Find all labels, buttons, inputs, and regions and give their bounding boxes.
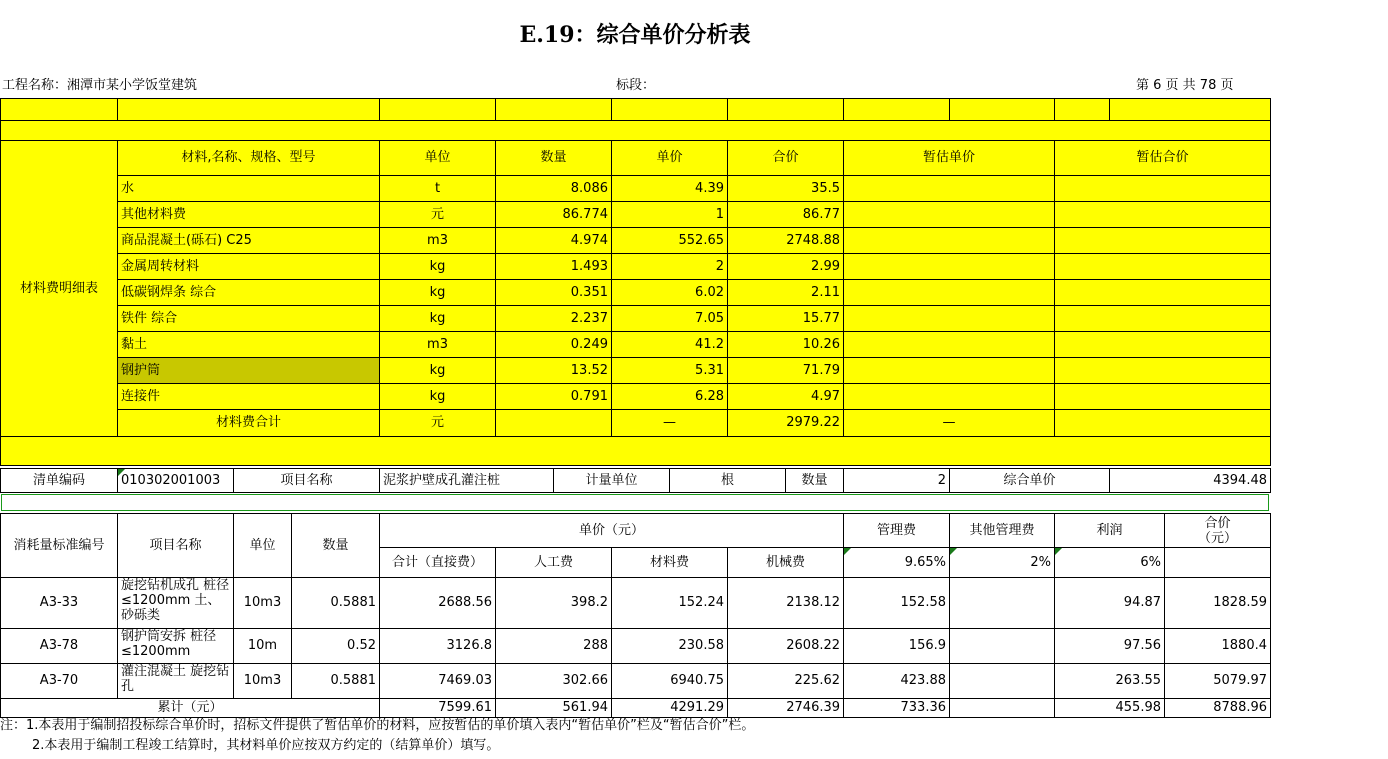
table-row	[1, 629, 1271, 664]
bill-name-label[interactable]: 项目名称	[234, 469, 380, 493]
h-machine[interactable]: 机械费	[728, 548, 844, 578]
bill-info-table	[0, 468, 1271, 493]
material-est-total[interactable]	[1055, 280, 1271, 306]
material-row	[1, 384, 1271, 410]
material-price[interactable]: 6.02	[612, 280, 728, 306]
h-direct[interactable]: 合计（直接费）	[380, 548, 496, 578]
material-name[interactable]: 金属周转材料	[118, 254, 380, 280]
h-total[interactable]: 合价 （元）	[1165, 514, 1271, 548]
blank-row[interactable]	[1, 437, 1271, 466]
material-row	[1, 202, 1271, 228]
col-header-name[interactable]: 材料,名称、规格、型号	[118, 141, 380, 176]
material-unit[interactable]: kg	[380, 254, 496, 280]
material-row	[1, 306, 1271, 332]
bill-code-label[interactable]: 清单编码	[1, 469, 118, 493]
row-mgmt[interactable]: 156.9	[844, 629, 950, 664]
sum-mgmt[interactable]: 733.36	[844, 699, 950, 718]
material-est-total[interactable]	[1055, 228, 1271, 254]
note-2: 2.本表用于编制工程竣工结算时，其材料单价应按双方约定的（结算单价）填写。	[32, 738, 500, 753]
material-total[interactable]: 86.77	[728, 202, 844, 228]
material-name[interactable]: 黏土	[118, 332, 380, 358]
material-est-total[interactable]	[1055, 358, 1271, 384]
row-direct[interactable]: 7469.03	[380, 664, 496, 699]
material-price[interactable]: 1	[612, 202, 728, 228]
bill-code[interactable]: 010302001003	[118, 469, 234, 493]
subtotal-qty[interactable]	[496, 410, 612, 437]
project-name: 工程名称：湘潭市某小学饭堂建筑	[2, 78, 198, 93]
row-name[interactable]: 灌注混凝土 旋挖钻孔	[118, 664, 234, 699]
material-price[interactable]: 4.39	[612, 176, 728, 202]
row-code[interactable]: A3-33	[1, 578, 118, 629]
subtotal-est-price[interactable]: —	[844, 410, 1055, 437]
rate-total[interactable]	[1165, 548, 1271, 578]
row-machine[interactable]: 2138.12	[728, 578, 844, 629]
bill-qty[interactable]: 2	[844, 469, 950, 493]
material-qty[interactable]: 0.249	[496, 332, 612, 358]
bill-unit-label[interactable]: 计量单位	[554, 469, 670, 493]
blank-cell[interactable]	[728, 99, 844, 121]
blank-cell[interactable]	[1110, 99, 1271, 121]
material-total[interactable]: 2.99	[728, 254, 844, 280]
row-total[interactable]: 1880.4	[1165, 629, 1271, 664]
subtotal-label[interactable]: 材料费合计	[118, 410, 380, 437]
material-qty[interactable]: 2.237	[496, 306, 612, 332]
page-title: E.19：综合单价分析表	[519, 22, 751, 48]
col-header-est-price[interactable]: 暂估单价	[844, 141, 1055, 176]
row-direct[interactable]: 2688.56	[380, 578, 496, 629]
col-header-est-total[interactable]: 暂估合价	[1055, 141, 1271, 176]
subtotal-unit[interactable]: 元	[380, 410, 496, 437]
col-header-unit[interactable]: 单位	[380, 141, 496, 176]
blank-cell[interactable]	[1, 99, 118, 121]
rate-profit[interactable]: 6%	[1055, 548, 1165, 578]
h-code[interactable]: 消耗量标准编号	[1, 514, 118, 578]
row-mgmt[interactable]: 423.88	[844, 664, 950, 699]
row-code[interactable]: A3-70	[1, 664, 118, 699]
rate-other[interactable]: 2%	[950, 548, 1055, 578]
row-profit[interactable]: 97.56	[1055, 629, 1165, 664]
material-total[interactable]: 2748.88	[728, 228, 844, 254]
blank-cell[interactable]	[118, 99, 380, 121]
row-profit[interactable]: 94.87	[1055, 578, 1165, 629]
subtotal-est-total[interactable]	[1055, 410, 1271, 437]
note-1: 注：1.本表用于编制招投标综合单价时，招标文件提供了暂估单价的材料，应按暂估的单价填入表内“暂估单价”栏及“暂估合价”栏。	[0, 718, 755, 733]
page-indicator: 第 6 页 共 78 页	[1136, 78, 1234, 93]
row-machine[interactable]: 2608.22	[728, 629, 844, 664]
material-qty[interactable]: 4.974	[496, 228, 612, 254]
material-price[interactable]: 6.28	[612, 384, 728, 410]
material-est-total[interactable]	[1055, 202, 1271, 228]
row-unit[interactable]: 10m3	[234, 578, 292, 629]
blank-cell[interactable]	[496, 99, 612, 121]
material-row	[1, 254, 1271, 280]
row-name[interactable]: 钢护筒安拆 桩径≤1200mm	[118, 629, 234, 664]
material-name[interactable]: 其他材料费	[118, 202, 380, 228]
material-total[interactable]: 4.97	[728, 384, 844, 410]
material-est-price[interactable]	[844, 176, 1055, 202]
material-qty[interactable]: 13.52	[496, 358, 612, 384]
material-name[interactable]: 连接件	[118, 384, 380, 410]
row-name[interactable]: 旋挖钻机成孔 桩径≤1200mm 土、砂砾类	[118, 578, 234, 629]
material-total[interactable]: 35.5	[728, 176, 844, 202]
material-name[interactable]: 铁件 综合	[118, 306, 380, 332]
material-unit[interactable]: 元	[380, 202, 496, 228]
material-price[interactable]: 41.2	[612, 332, 728, 358]
materials-section-label[interactable]: 材料费明细表	[1, 141, 118, 437]
row-material[interactable]: 230.58	[612, 629, 728, 664]
material-name[interactable]: 低碳钢焊条 综合	[118, 280, 380, 306]
material-name-selected[interactable]: 钢护筒	[118, 358, 380, 384]
material-est-price[interactable]	[844, 202, 1055, 228]
sum-direct[interactable]: 7599.61	[380, 699, 496, 718]
h-material[interactable]: 材料费	[612, 548, 728, 578]
table-row	[1, 664, 1271, 699]
material-price[interactable]: 5.31	[612, 358, 728, 384]
row-total[interactable]: 5079.97	[1165, 664, 1271, 699]
bill-unit[interactable]: 根	[670, 469, 786, 493]
row-qty[interactable]: 0.52	[292, 629, 380, 664]
row-material[interactable]: 152.24	[612, 578, 728, 629]
material-qty[interactable]: 86.774	[496, 202, 612, 228]
material-est-total[interactable]	[1055, 306, 1271, 332]
material-total[interactable]: 71.79	[728, 358, 844, 384]
sum-machine[interactable]: 2746.39	[728, 699, 844, 718]
rate-mgmt[interactable]: 9.65%	[844, 548, 950, 578]
material-price[interactable]: 552.65	[612, 228, 728, 254]
material-est-price[interactable]	[844, 358, 1055, 384]
h-qty[interactable]: 数量	[292, 514, 380, 578]
material-unit[interactable]: kg	[380, 358, 496, 384]
material-name[interactable]: 商品混凝土(砾石) C25	[118, 228, 380, 254]
row-labor[interactable]: 398.2	[496, 578, 612, 629]
subtotal-total[interactable]: 2979.22	[728, 410, 844, 437]
material-subtotal-row	[1, 410, 1271, 437]
bill-qty-label[interactable]: 数量	[786, 469, 844, 493]
sum-profit[interactable]: 455.98	[1055, 699, 1165, 718]
sum-labor[interactable]: 561.94	[496, 699, 612, 718]
subtotal-price[interactable]: —	[612, 410, 728, 437]
material-unit[interactable]: m3	[380, 332, 496, 358]
material-est-total[interactable]	[1055, 254, 1271, 280]
row-mgmt[interactable]: 152.58	[844, 578, 950, 629]
material-est-price[interactable]	[844, 384, 1055, 410]
blank-cell[interactable]	[1055, 99, 1110, 121]
blank-cell[interactable]	[844, 99, 950, 121]
row-material[interactable]: 6940.75	[612, 664, 728, 699]
sum-total[interactable]: 8788.96	[1165, 699, 1271, 718]
bill-price[interactable]: 4394.48	[1110, 469, 1271, 493]
row-labor[interactable]: 288	[496, 629, 612, 664]
material-row	[1, 176, 1271, 202]
col-header-qty[interactable]: 数量	[496, 141, 612, 176]
detail-table	[0, 513, 1271, 718]
section-label: 标段：	[616, 78, 656, 93]
separator-row[interactable]	[1, 494, 1269, 511]
material-est-price[interactable]	[844, 228, 1055, 254]
row-unit[interactable]: 10m3	[234, 664, 292, 699]
h-mgmt[interactable]: 管理费	[844, 514, 950, 548]
material-unit[interactable]: m3	[380, 228, 496, 254]
blank-cell[interactable]	[950, 99, 1055, 121]
row-direct[interactable]: 3126.8	[380, 629, 496, 664]
row-profit[interactable]: 263.55	[1055, 664, 1165, 699]
table-row	[1, 578, 1271, 629]
material-est-total[interactable]	[1055, 332, 1271, 358]
h-unit[interactable]: 单位	[234, 514, 292, 578]
material-unit[interactable]: t	[380, 176, 496, 202]
blank-cell[interactable]	[380, 99, 496, 121]
row-machine[interactable]: 225.62	[728, 664, 844, 699]
material-row	[1, 358, 1271, 384]
material-est-price[interactable]	[844, 306, 1055, 332]
blank-cell[interactable]	[612, 99, 728, 121]
material-total[interactable]: 10.26	[728, 332, 844, 358]
material-qty[interactable]: 0.791	[496, 384, 612, 410]
h-profit[interactable]: 利润	[1055, 514, 1165, 548]
material-est-price[interactable]	[844, 332, 1055, 358]
material-row	[1, 228, 1271, 254]
material-est-total[interactable]	[1055, 384, 1271, 410]
materials-table	[0, 98, 1271, 466]
row-labor[interactable]: 302.66	[496, 664, 612, 699]
material-row	[1, 280, 1271, 306]
row-other[interactable]	[950, 664, 1055, 699]
material-unit[interactable]: kg	[380, 280, 496, 306]
row-unit[interactable]: 10m	[234, 629, 292, 664]
sum-material[interactable]: 4291.29	[612, 699, 728, 718]
sum-other[interactable]	[950, 699, 1055, 718]
h-labor[interactable]: 人工费	[496, 548, 612, 578]
material-est-total[interactable]	[1055, 176, 1271, 202]
material-unit[interactable]: kg	[380, 384, 496, 410]
material-row	[1, 332, 1271, 358]
blank-row[interactable]	[1, 121, 1271, 141]
material-name[interactable]: 水	[118, 176, 380, 202]
material-total[interactable]: 2.11	[728, 280, 844, 306]
material-qty[interactable]: 0.351	[496, 280, 612, 306]
bill-name[interactable]: 泥浆护壁成孔灌注桩	[380, 469, 554, 493]
h-other[interactable]: 其他管理费	[950, 514, 1055, 548]
col-header-total[interactable]: 合价	[728, 141, 844, 176]
material-qty[interactable]: 8.086	[496, 176, 612, 202]
material-price[interactable]: 2	[612, 254, 728, 280]
h-name[interactable]: 项目名称	[118, 514, 234, 578]
bill-price-label[interactable]: 综合单价	[950, 469, 1110, 493]
material-est-price[interactable]	[844, 254, 1055, 280]
row-code[interactable]: A3-78	[1, 629, 118, 664]
material-price[interactable]: 7.05	[612, 306, 728, 332]
row-qty[interactable]: 0.5881	[292, 664, 380, 699]
material-est-price[interactable]	[844, 280, 1055, 306]
row-other[interactable]	[950, 629, 1055, 664]
h-unitprice[interactable]: 单价（元）	[380, 514, 844, 548]
material-unit[interactable]: kg	[380, 306, 496, 332]
notes	[0, 716, 754, 756]
row-qty[interactable]: 0.5881	[292, 578, 380, 629]
row-other[interactable]	[950, 578, 1055, 629]
sum-row	[1, 699, 1271, 718]
col-header-price[interactable]: 单价	[612, 141, 728, 176]
sum-label[interactable]: 累计（元）	[1, 699, 380, 718]
row-total[interactable]: 1828.59	[1165, 578, 1271, 629]
material-qty[interactable]: 1.493	[496, 254, 612, 280]
material-total[interactable]: 15.77	[728, 306, 844, 332]
